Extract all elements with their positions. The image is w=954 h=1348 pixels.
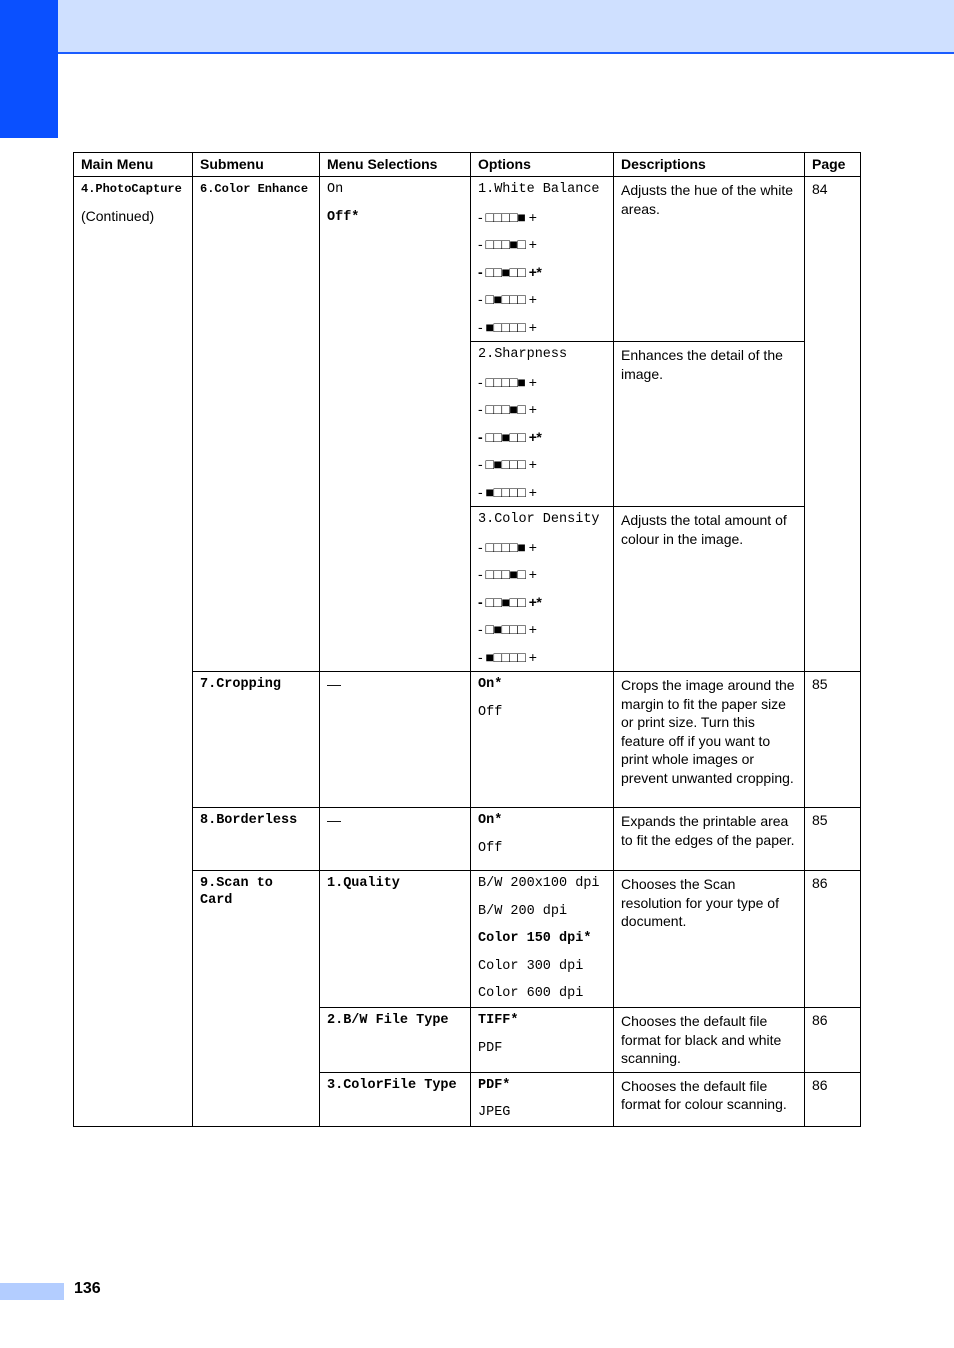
option-item: B/W 200 dpi [478, 903, 568, 919]
table-header-row [74, 153, 861, 177]
option-item: PDF* [478, 1077, 511, 1093]
option-item: PDF [478, 1040, 503, 1056]
option-item: Color 600 dpi [478, 986, 584, 1001]
options-cell [471, 871, 614, 1008]
option-level: - □□■□□ +* [478, 428, 542, 445]
options-cell [471, 1072, 614, 1126]
page-cell: 86 [805, 1072, 861, 1126]
options-cell [471, 342, 614, 507]
option-item: On* [478, 813, 503, 828]
option-title: 2.Sharpness [478, 347, 568, 362]
option-title: 3.Color Density [478, 512, 600, 527]
submenu-cell [193, 871, 320, 1127]
description-cell: Adjusts the total amount of colour in the image. [614, 507, 805, 672]
option-level: - □□□□■ + [478, 538, 537, 555]
submenu-label: 6.Color Enhance [200, 182, 309, 196]
page-cell: 86 [805, 1008, 861, 1073]
page-cell: 84 [805, 177, 861, 672]
description-cell: Crops the image around the margin to fit the paper size or print size. Turn this feature off if you want to print whole images or prevent unwanted cropping. [614, 672, 805, 808]
selection-item: 2.B/W File Type [327, 1013, 449, 1028]
submenu-cell [193, 177, 320, 672]
option-level: - □□■□□ +* [478, 263, 542, 280]
selections-cell [320, 871, 471, 1008]
option-level: - □□□■□ + [478, 236, 537, 252]
description-cell: Chooses the default file format for colour scanning. [614, 1072, 805, 1126]
submenu-label: 8.Borderless [200, 813, 298, 828]
option-level: - ■□□□□ + [478, 483, 537, 500]
submenu-label: 9.Scan to Card [200, 876, 273, 908]
options-cell [471, 1008, 614, 1073]
option-level: - □□□□■ + [478, 373, 537, 390]
description-cell: Chooses the default file format for black and white scanning. [614, 1008, 805, 1073]
main-menu-continued: (Continued) [81, 208, 155, 224]
main-menu-label: 4.PhotoCapture [81, 182, 182, 196]
submenu-cell [193, 808, 320, 871]
submenu-cell [193, 672, 320, 808]
selection-item: 1.Quality [327, 876, 400, 891]
selections-cell [320, 1008, 471, 1073]
selections-cell [320, 177, 471, 672]
table-row [74, 177, 861, 342]
option-item: On* [478, 677, 503, 692]
option-level: - □■□□□ + [478, 456, 537, 472]
submenu-label: 7.Cropping [200, 677, 282, 692]
options-cell [471, 177, 614, 342]
options-cell [471, 507, 614, 672]
option-item: Off [478, 840, 503, 856]
table-row [74, 808, 861, 871]
header-main-menu: Main Menu [74, 153, 193, 177]
header-page: Page [805, 153, 861, 177]
option-level: - □□□■□ + [478, 401, 537, 417]
option-item: JPEG [478, 1105, 511, 1120]
menu-table [73, 152, 861, 1127]
selections-cell: — [320, 672, 471, 808]
header-submenu: Submenu [193, 153, 320, 177]
options-cell [471, 808, 614, 871]
description-cell: Adjusts the hue of the white areas. [614, 177, 805, 342]
main-menu-cell [74, 177, 193, 1127]
option-level: - □□□■□ + [478, 566, 537, 582]
option-item: TIFF* [478, 1013, 519, 1028]
options-cell [471, 672, 614, 808]
description-cell: Enhances the detail of the image. [614, 342, 805, 507]
chapter-tab [0, 0, 58, 138]
page-number: 136 [74, 1280, 101, 1297]
selection-item: Off* [327, 209, 360, 225]
option-level: - □□■□□ +* [478, 593, 542, 610]
page-cell: 85 [805, 672, 861, 808]
selection-item: 3.ColorFile Type [327, 1077, 457, 1093]
table-row [74, 672, 861, 808]
option-level: - □□□□■ + [478, 208, 537, 225]
header-descriptions: Descriptions [614, 153, 805, 177]
header-options: Options [471, 153, 614, 177]
option-item: Color 300 dpi [478, 958, 584, 974]
option-level: - ■□□□□ + [478, 318, 537, 335]
header-menu-selections: Menu Selections [320, 153, 471, 177]
selections-cell [320, 1072, 471, 1126]
page-cell: 86 [805, 871, 861, 1008]
description-cell: Chooses the Scan resolution for your type of document. [614, 871, 805, 1008]
selection-item: On [327, 182, 344, 197]
description-cell: Expands the printable area to fit the edges of the paper. [614, 808, 805, 871]
option-title: 1.White Balance [478, 182, 600, 197]
option-item: Color 150 dpi* [478, 931, 592, 946]
table-row [74, 871, 861, 1008]
option-level: - □■□□□ + [478, 291, 537, 307]
option-item: B/W 200x100 dpi [478, 876, 600, 891]
option-level: - ■□□□□ + [478, 648, 537, 665]
option-level: - □■□□□ + [478, 621, 537, 637]
selections-cell: — [320, 808, 471, 871]
header-band [0, 0, 954, 54]
page-number-tab [0, 1283, 64, 1300]
option-item: Off [478, 704, 503, 720]
page-cell: 85 [805, 808, 861, 871]
